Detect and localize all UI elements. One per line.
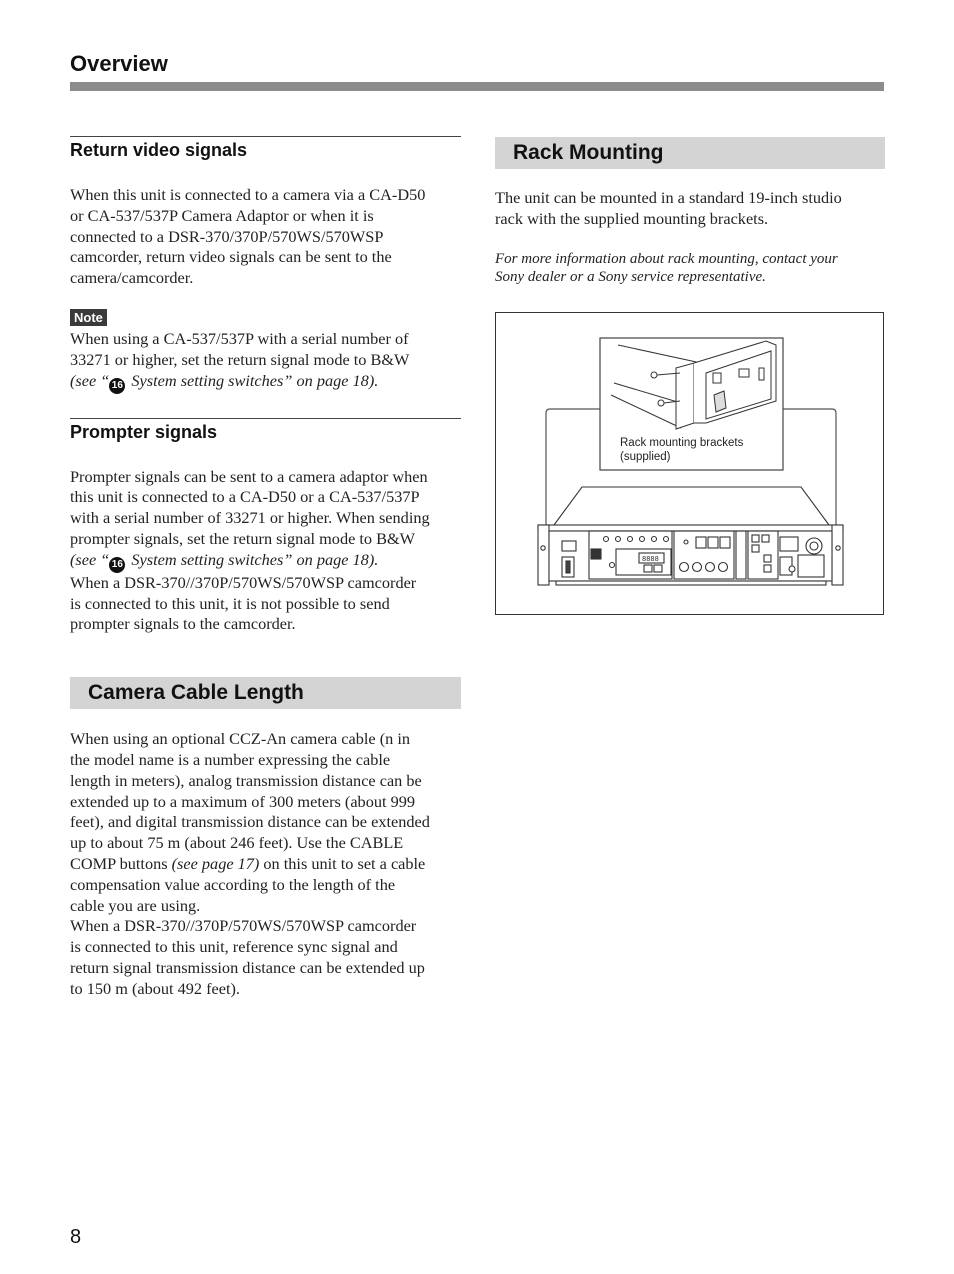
rack-mounting-note: For more information about rack mounting, contact your Sony dealer or a Sony service representative. bbox=[495, 250, 838, 285]
rack-unit-icon bbox=[538, 487, 843, 585]
rack-mounting-body: The unit can be mounted in a standard 19-inch studio rack with the supplied mounting brackets. bbox=[495, 188, 842, 228]
prompter-heading: Prompter signals bbox=[70, 418, 461, 443]
camera-cable-body: When using an optional CCZ-An camera cable (n in the model name is a number expressing the cable length in meters), analog transmission distance can be extended up to a maximum of 300 meters (about 999 feet), and digital transmission distance can be extended up to about 75 m (about 246 feet). Use the CABLE COMP buttons (see page 17) on this unit to set a cable compensation value according to the length of the cable you are using. When a DSR-370//370P/570WS/570WSP camcorder is connected to this unit, reference sync signal and return signal transmission distance can be extended up to 150 m (about 492 feet). bbox=[70, 729, 430, 998]
prompter-cross-reference: (see “ 16 System setting switches” on page 18). bbox=[70, 550, 378, 569]
prompter-body: Prompter signals can be sent to a camera adaptor when this unit is connected to a CA-D50 or a CA-537/537P with a serial number of 33271 or higher. When sending prompter signals, set the return signal mode to B&W (see “ 16 System setting switches” on page 18). When a DSR-370//370P/570WS/570WSP camcorder is connected to this unit, it is not possible to send prompter signals to the camcorder. bbox=[70, 466, 430, 634]
page-section-title: Overview bbox=[70, 51, 168, 76]
right-column bbox=[495, 137, 885, 286]
bracket-label-line-1: Rack mounting brackets bbox=[620, 437, 744, 449]
return-video-body: When this unit is connected to a camera via a CA-D50 or CA-537/537P Camera Adaptor or when it is connected to a DSR-370/370P/570WS/570WSP camcorder, return video signals can be sent to the camera/camcorder. bbox=[70, 185, 426, 288]
bracket-label-line-2: (supplied) bbox=[620, 451, 671, 463]
camera-cable-length-heading: Camera Cable Length bbox=[70, 677, 461, 709]
left-column bbox=[70, 136, 461, 1000]
note-block: Note When using a CA-537/537P with a serial number of 33271 or higher, set the return signal mode to B&W (see “ 16 System setting switches” on page 18). bbox=[70, 309, 461, 394]
page-number: 8 bbox=[70, 1226, 82, 1248]
display-readout: 8888 bbox=[642, 555, 659, 563]
circled-number-icon: 16 bbox=[109, 378, 125, 394]
note-label: Note bbox=[70, 309, 107, 326]
circled-number-icon: 16 bbox=[109, 557, 125, 573]
header-rule bbox=[70, 82, 884, 91]
return-video-heading: Return video signals bbox=[70, 136, 461, 161]
note-cross-reference: (see “ 16 System setting switches” on page 18). bbox=[70, 371, 378, 390]
rack-mount-illustration bbox=[496, 313, 885, 616]
cable-cross-reference: (see page 17) bbox=[171, 853, 260, 873]
rack-mount-figure bbox=[495, 312, 884, 615]
rack-mounting-heading: Rack Mounting bbox=[495, 137, 885, 169]
